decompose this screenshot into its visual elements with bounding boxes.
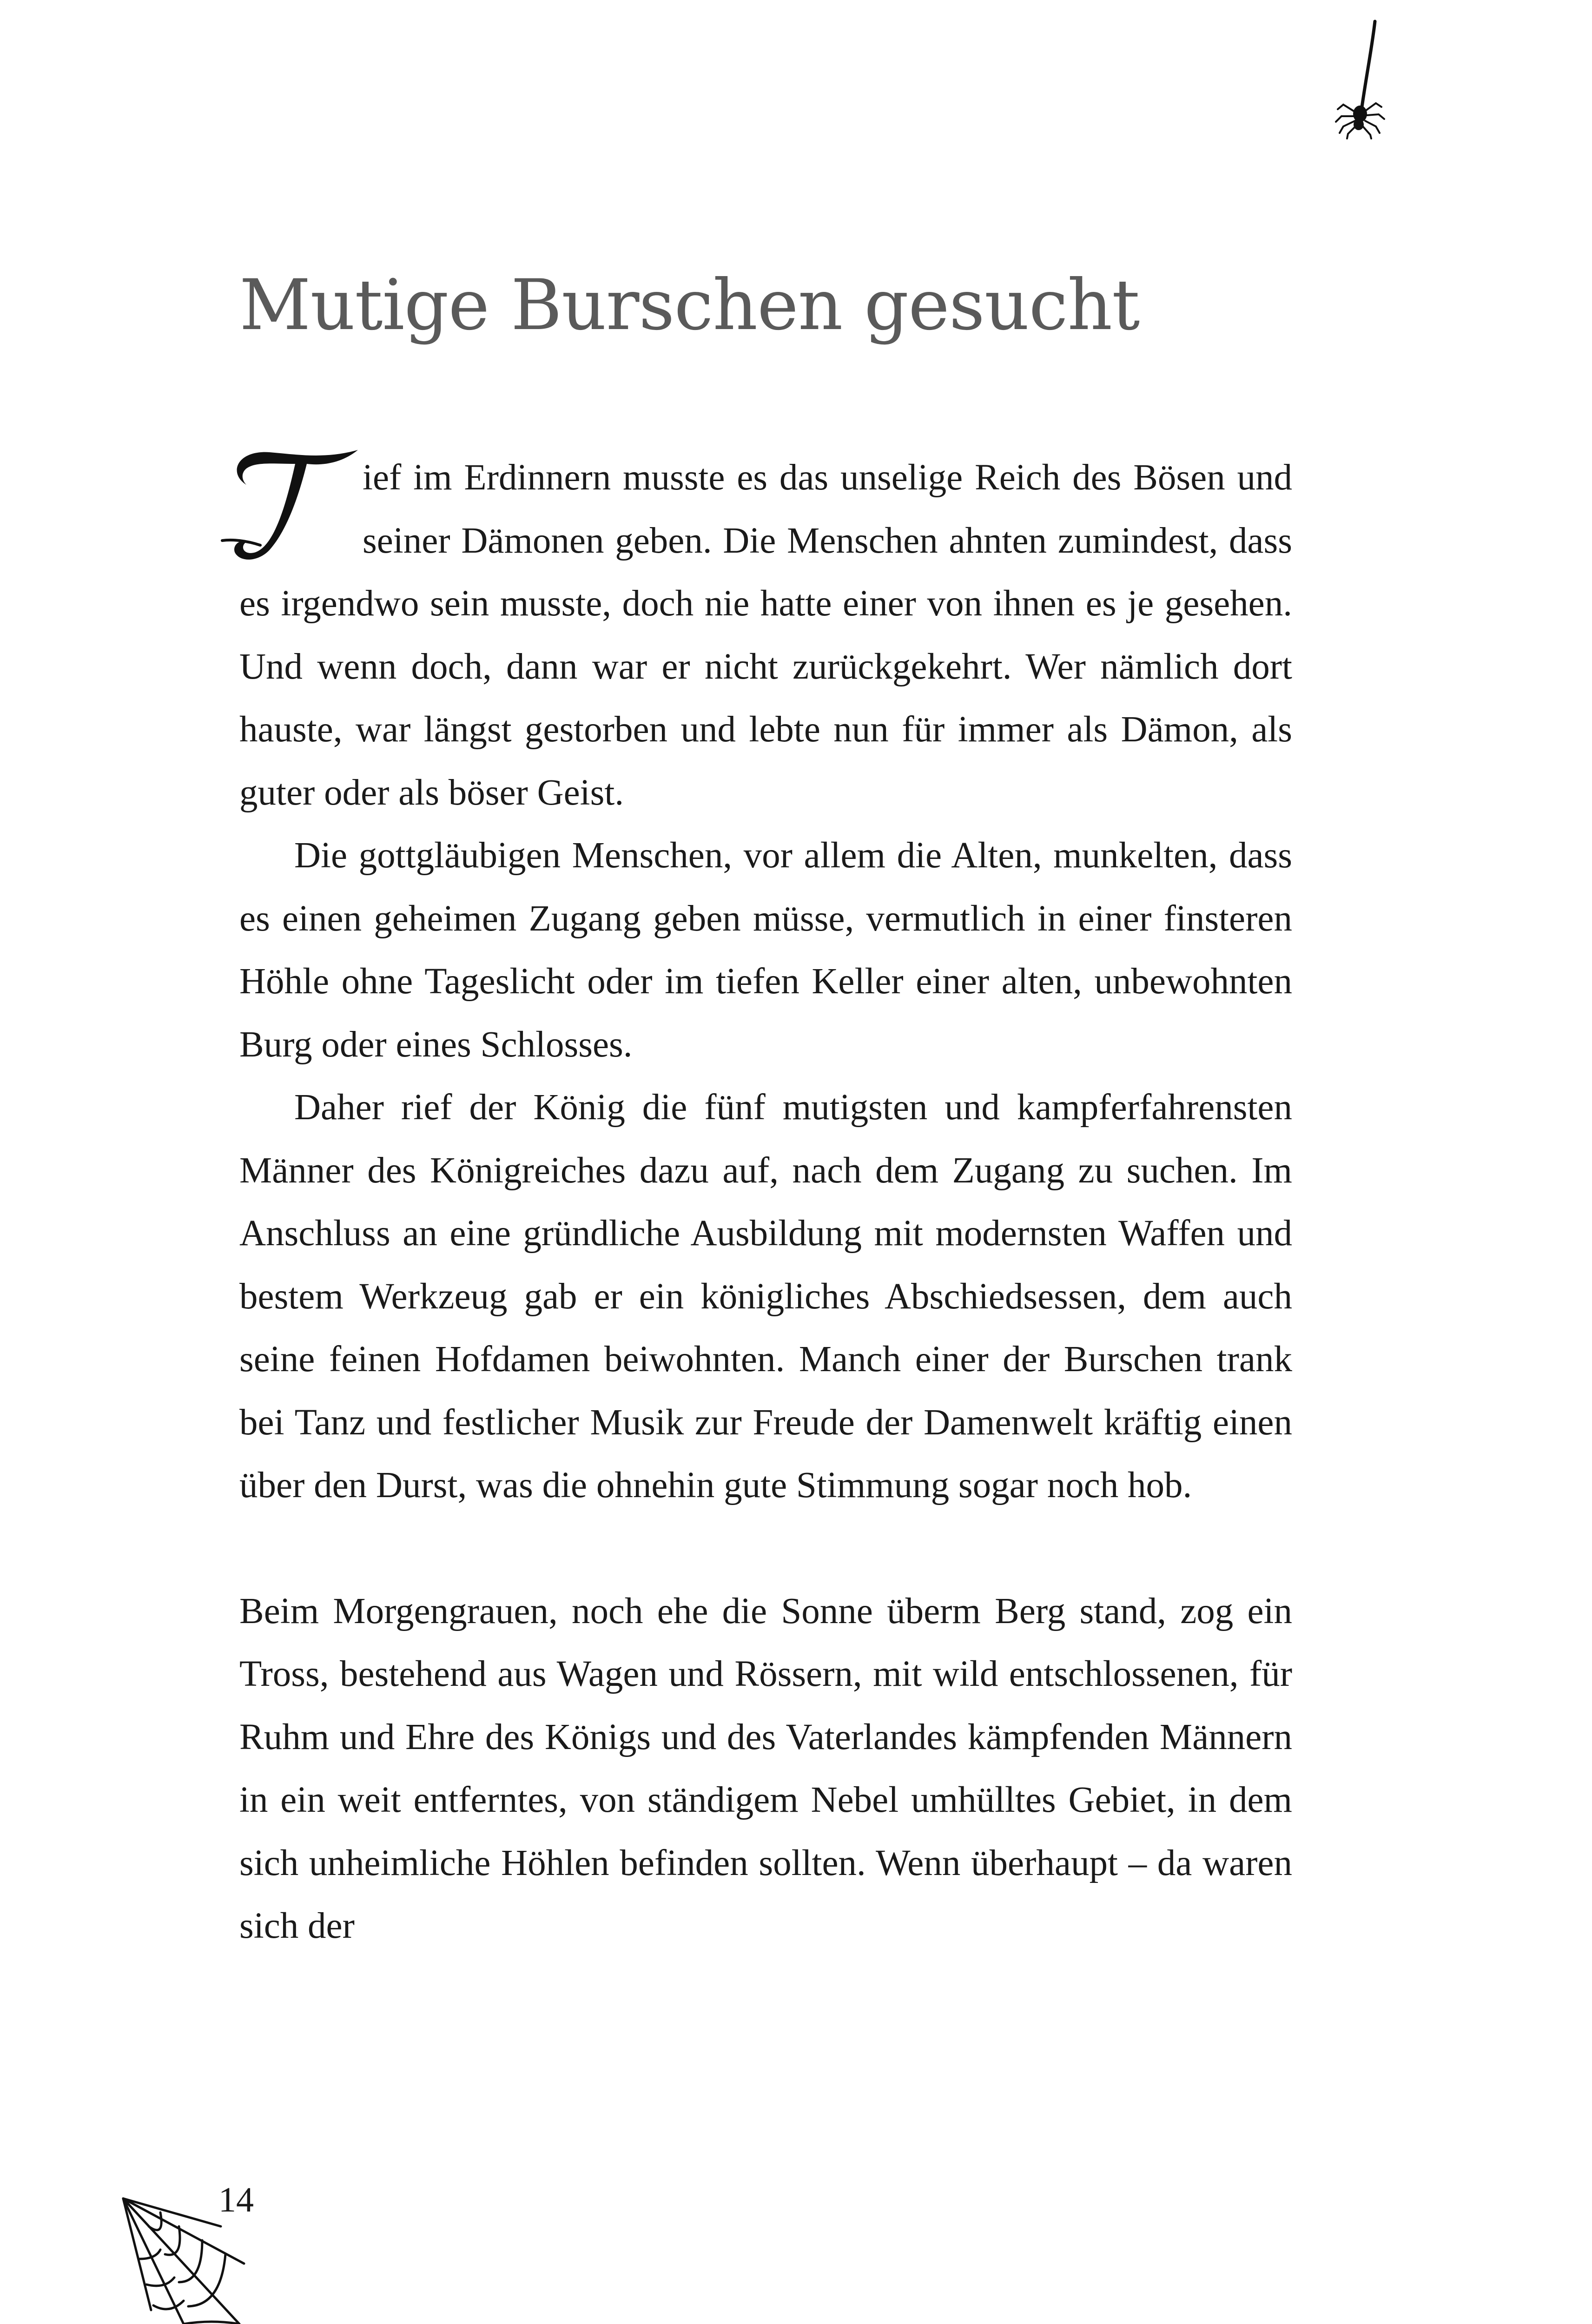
chapter-body: [239, 446, 1292, 1958]
dropcap-t-icon: [218, 441, 363, 566]
paragraph-3: Daher rief der König die fünf mutigsten und kampferfahrensten Männer des Königreiches dazu auf, nach dem Zugang zu suchen. Im Anschluss an eine gründliche Ausbildung mit modernsten Waffen und bestem Werkzeug gab er ein königliches Abschiedsessen, dem auch seine feinen Hofdamen beiwohnten. Manch einer der Burschen trank bei Tanz und festlicher Musik zur Freude der Damenwelt kräftig einen über den Durst, was die ohnehin gute Stimmung sogar noch hob.: [239, 1087, 1292, 1505]
page-number: 14: [218, 2180, 254, 2219]
paragraph-2: Die gottgläubigen Menschen, vor allem die Alten, munkelten, dass es einen geheimen Zugang geben müsse, vermutlich in einer finsteren Höhle ohne Tageslicht oder im tiefen Keller einer alten, unbewohnten Burg oder eines Schlosses.: [239, 835, 1292, 1065]
paragraph-1-text: ief im Erdinnern musste es das unselige Reich des Bösen und seiner Dämonen geben. Die Menschen ahnten zumindest, dass es irgendwo sein musste, doch nie hatte einer von ihnen es je gesehen. Und wenn doch, dann war er nicht zurückgekehrt. Wer nämlich dort hauste, war längst gestorben und lebte nun für immer als Dämon, als guter oder als böser Geist.: [239, 457, 1292, 813]
paragraph-1: [239, 446, 1292, 824]
chapter-title: Mutige Burschen gesucht: [239, 265, 1140, 346]
hanging-spider-icon: [1329, 19, 1390, 139]
paragraph-4: Beim Morgengrauen, noch ehe die Sonne überm Berg stand, zog ein Tross, bestehend aus Wagen und Rössern, mit wild entschlossenen, für Ruhm und Ehre des Königs und des Vaterlandes kämpfenden Männern in ein weit entferntes, von ständigem Nebel umhülltes Gebiet, in dem sich unheimliche Höhlen befinden sollten. Wenn überhaupt – da waren sich der: [239, 1591, 1292, 1946]
